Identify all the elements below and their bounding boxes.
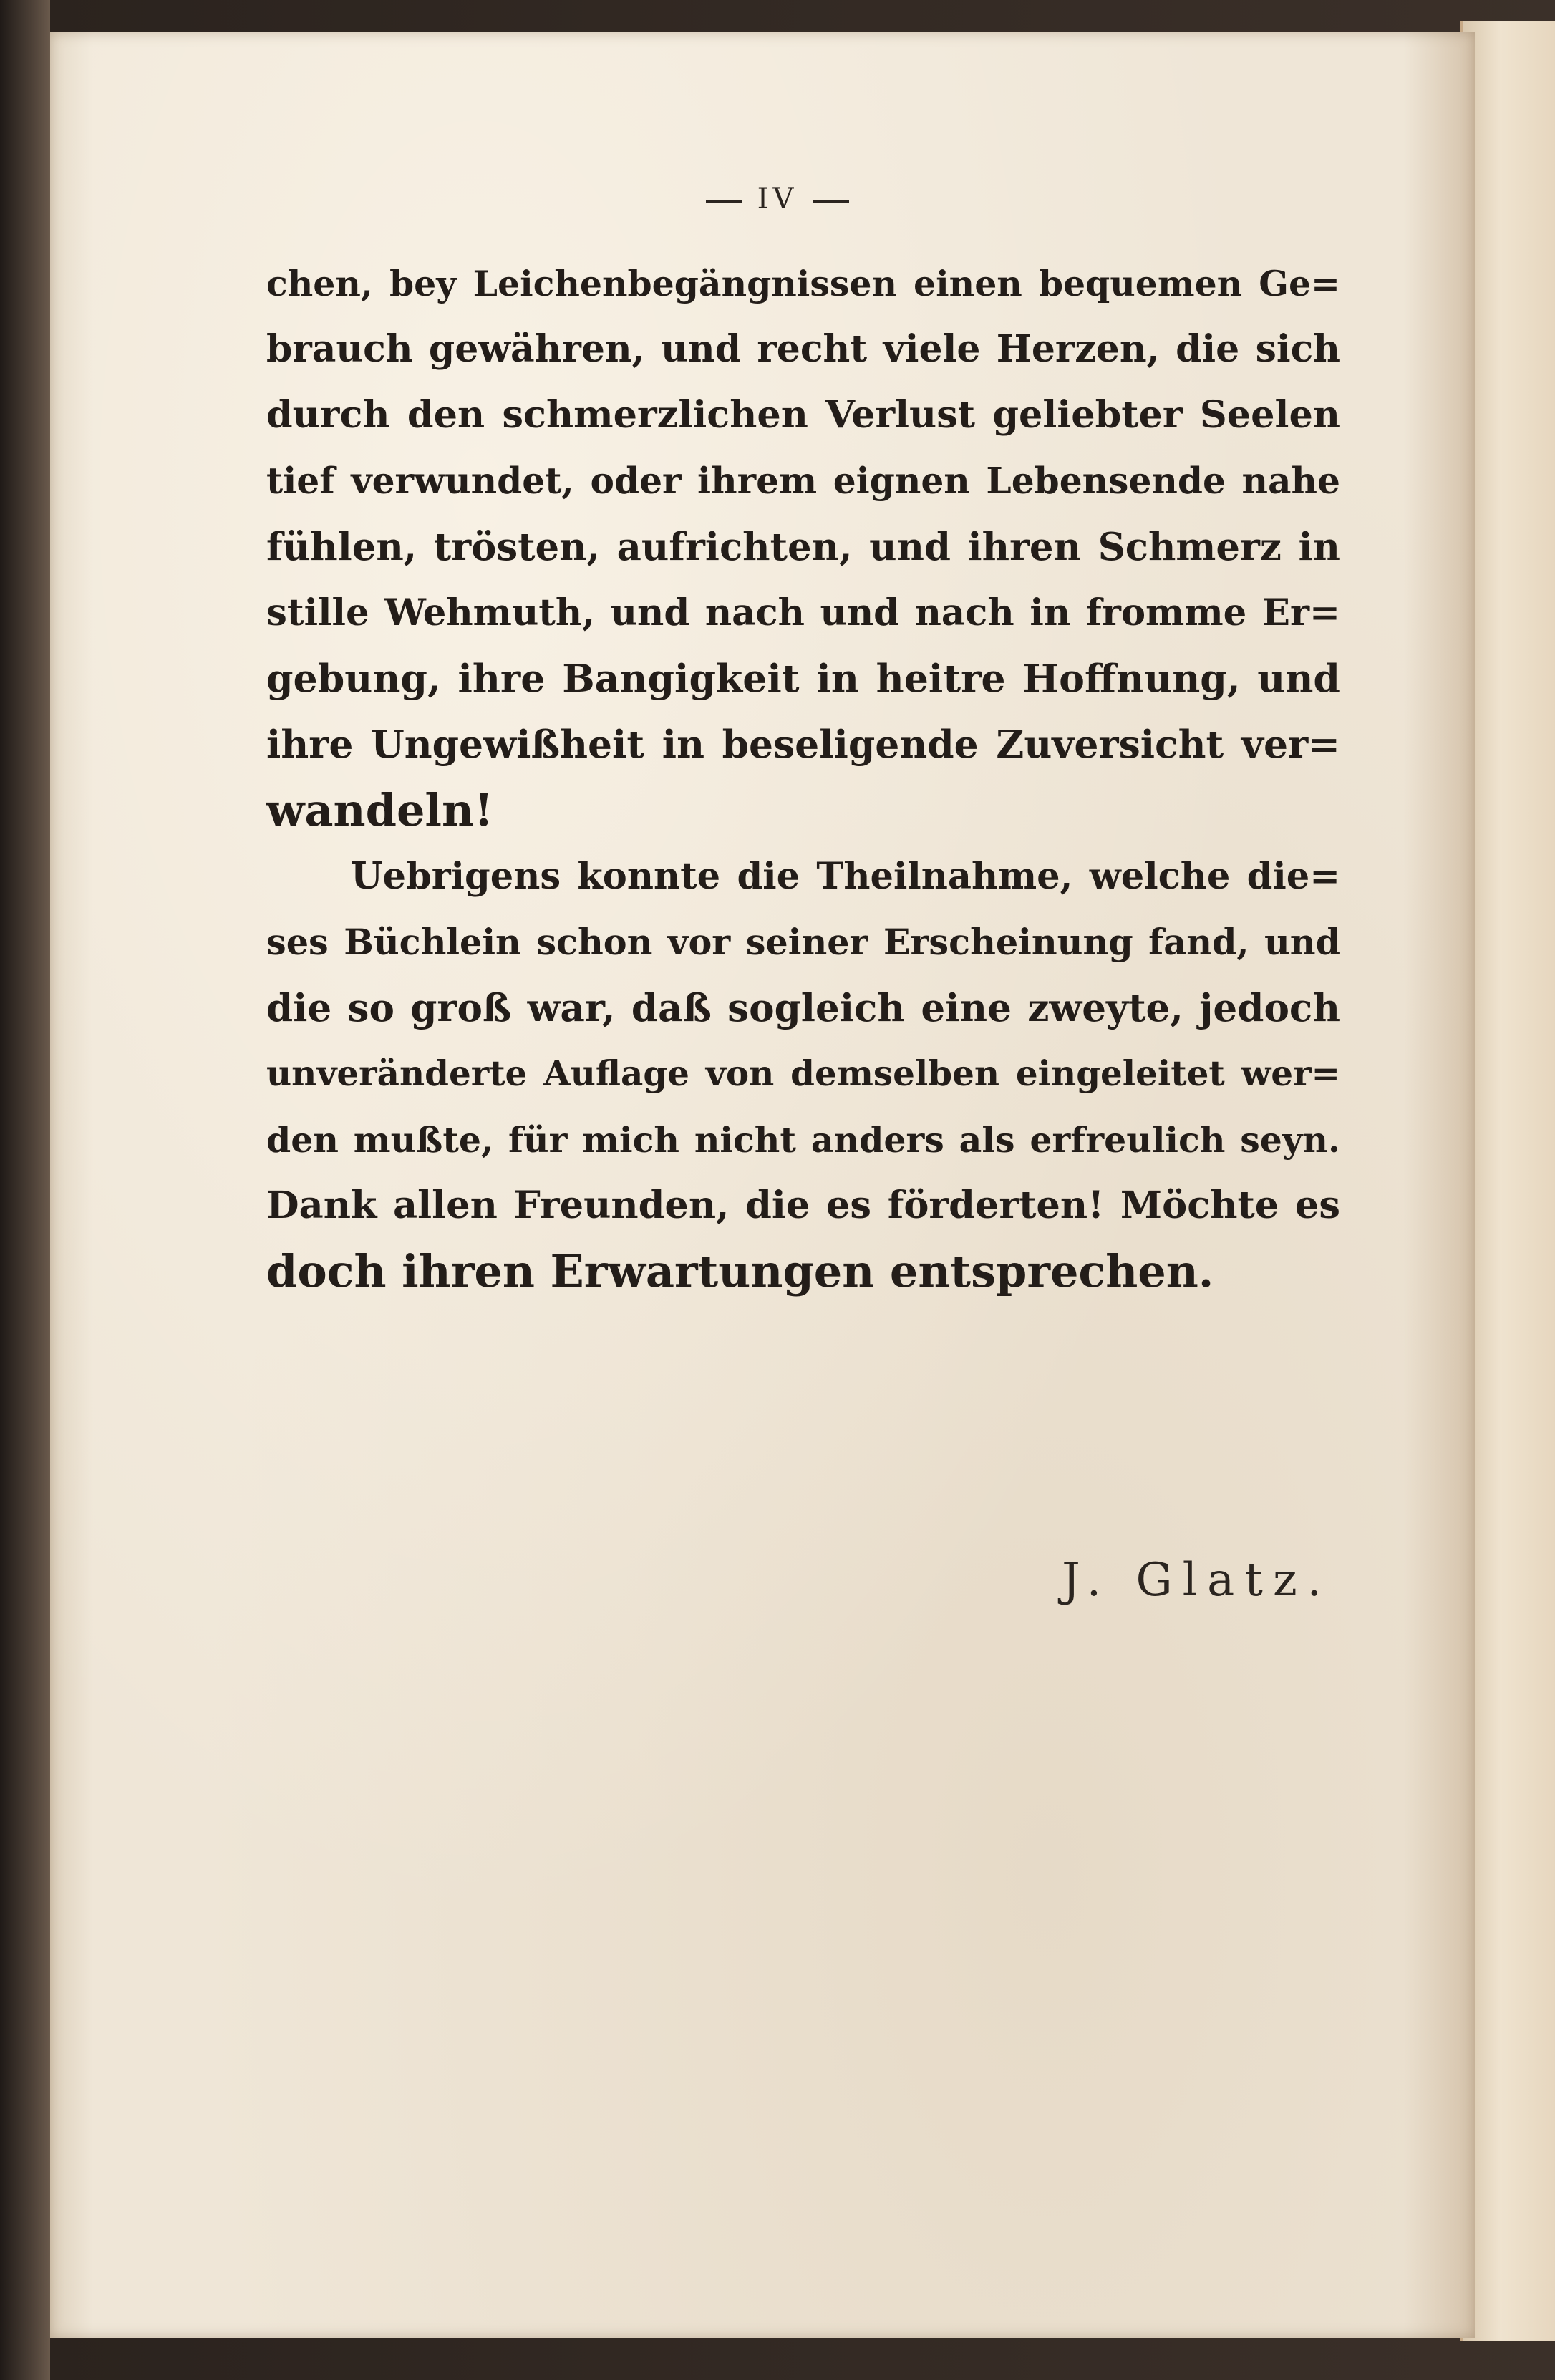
- text-line: fühlen, trösten, aufrichten, und ihren Schmerz in: [266, 525, 1340, 569]
- text-line: unveränderte Auflage von demselben eingeleitet wer=: [266, 1054, 1340, 1094]
- text-line: doch ihren Erwartungen entsprechen.: [266, 1245, 1214, 1297]
- text-line: durch den schmerzlichen Verlust geliebter Seelen: [266, 393, 1340, 437]
- text-line: ses Büchlein schon vor seiner Erscheinung fand, und: [266, 921, 1340, 963]
- text-line: stille Wehmuth, und nach und nach in fromme Er=: [266, 591, 1340, 634]
- text-line: die so groß war, daß sogleich eine zweyte, jedoch: [266, 985, 1340, 1030]
- text-line: tief verwundet, oder ihrem eignen Lebensende nahe: [266, 460, 1340, 502]
- book-board-left: [0, 0, 50, 2380]
- text-line: chen, bey Leichenbegängnissen einen bequemen Ge=: [266, 263, 1340, 304]
- text-line: Dank allen Freunden, die es förderten! Möchte es: [266, 1184, 1340, 1227]
- signature: J. Glatz.: [1062, 1554, 1332, 1607]
- text-line: gebung, ihre Bangigkeit in heitre Hoffnung, und: [266, 656, 1340, 701]
- page-number-text: IV: [757, 183, 798, 216]
- page-number: [0, 183, 1555, 216]
- body-text: [266, 251, 1340, 1305]
- text-line: Uebrigens konnte die Theilnahme, welche die=: [351, 855, 1340, 898]
- page-number-dash-left: [706, 200, 742, 203]
- text-line: ihre Ungewißheit in beseligende Zuversicht ver=: [266, 722, 1340, 767]
- text-line: brauch gewähren, und recht viele Herzen, die sich: [266, 327, 1340, 371]
- text-line: den mußte, für mich nicht anders als erfreulich seyn.: [266, 1119, 1340, 1161]
- page-number-dash-right: [813, 200, 849, 203]
- text-line: wandeln!: [266, 784, 494, 836]
